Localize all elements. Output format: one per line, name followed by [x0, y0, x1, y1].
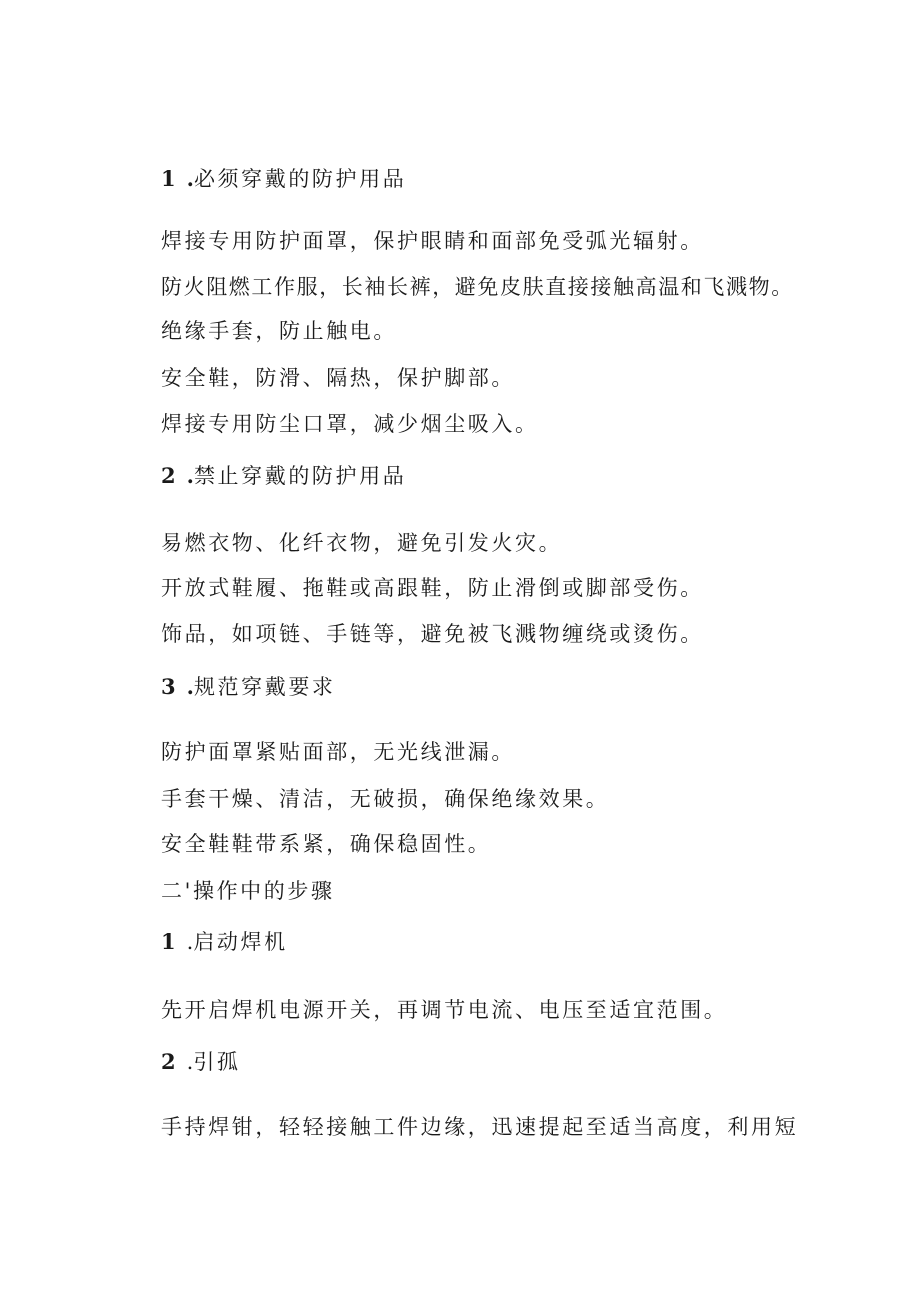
paragraph: 防火阻燃工作服，长袖长裤，避免皮肤直接接触高温和飞溅物。 [161, 275, 794, 299]
step-dot: . [186, 930, 194, 954]
step-title: 启动焊机 [193, 930, 288, 954]
paragraph: 先开启焊机电源开关，再调节电流、电压至适宜范围。 [161, 998, 728, 1022]
paragraph: 饰品，如项链、手链等，避免被飞溅物缠绕或烫伤。 [161, 622, 704, 646]
paragraph: 焊接专用防护面罩，保护眼睛和面部免受弧光辐射。 [161, 229, 704, 253]
paragraph: 绝缘手套，防止触电。 [161, 319, 397, 343]
section-heading-2 [161, 462, 406, 490]
section-heading-3 [161, 673, 336, 701]
part-heading: 二'操作中的步骤 [161, 879, 335, 903]
section-number: 2 [161, 463, 176, 488]
step-heading-1 [161, 928, 288, 956]
paragraph: 手套干燥、清洁，无破损，确保绝缘效果。 [161, 787, 610, 811]
paragraph: 易燃衣物、化纤衣物，避免引发火灾。 [161, 531, 563, 555]
section-dot: . [186, 166, 194, 191]
section-heading-1 [161, 165, 406, 193]
paragraph: 安全鞋鞋带系紧，确保稳固性。 [161, 832, 492, 856]
section-title: 必须穿戴的防护用品 [193, 167, 407, 191]
section-dot: . [186, 463, 194, 488]
paragraph: 安全鞋，防滑、隔热，保护脚部。 [161, 366, 515, 390]
section-title: 规范穿戴要求 [193, 675, 336, 699]
section-title: 禁止穿戴的防护用品 [193, 464, 407, 488]
step-heading-2 [161, 1048, 241, 1076]
section-number: 3 [161, 674, 176, 699]
paragraph: 防护面罩紧贴面部，无光线泄漏。 [161, 740, 515, 764]
paragraph: 手持焊钳，轻轻接触工件边缘，迅速提起至适当高度，利用短 [161, 1115, 799, 1139]
step-number: 2 [161, 1049, 176, 1074]
step-number: 1 [161, 929, 176, 954]
section-number: 1 [161, 166, 176, 191]
paragraph: 开放式鞋履、拖鞋或高跟鞋，防止滑倒或脚部受伤。 [161, 576, 704, 600]
step-title: 引孤 [193, 1050, 241, 1074]
section-dot: . [186, 674, 194, 699]
paragraph: 焊接专用防尘口罩，减少烟尘吸入。 [161, 412, 539, 436]
step-dot: . [186, 1050, 194, 1074]
